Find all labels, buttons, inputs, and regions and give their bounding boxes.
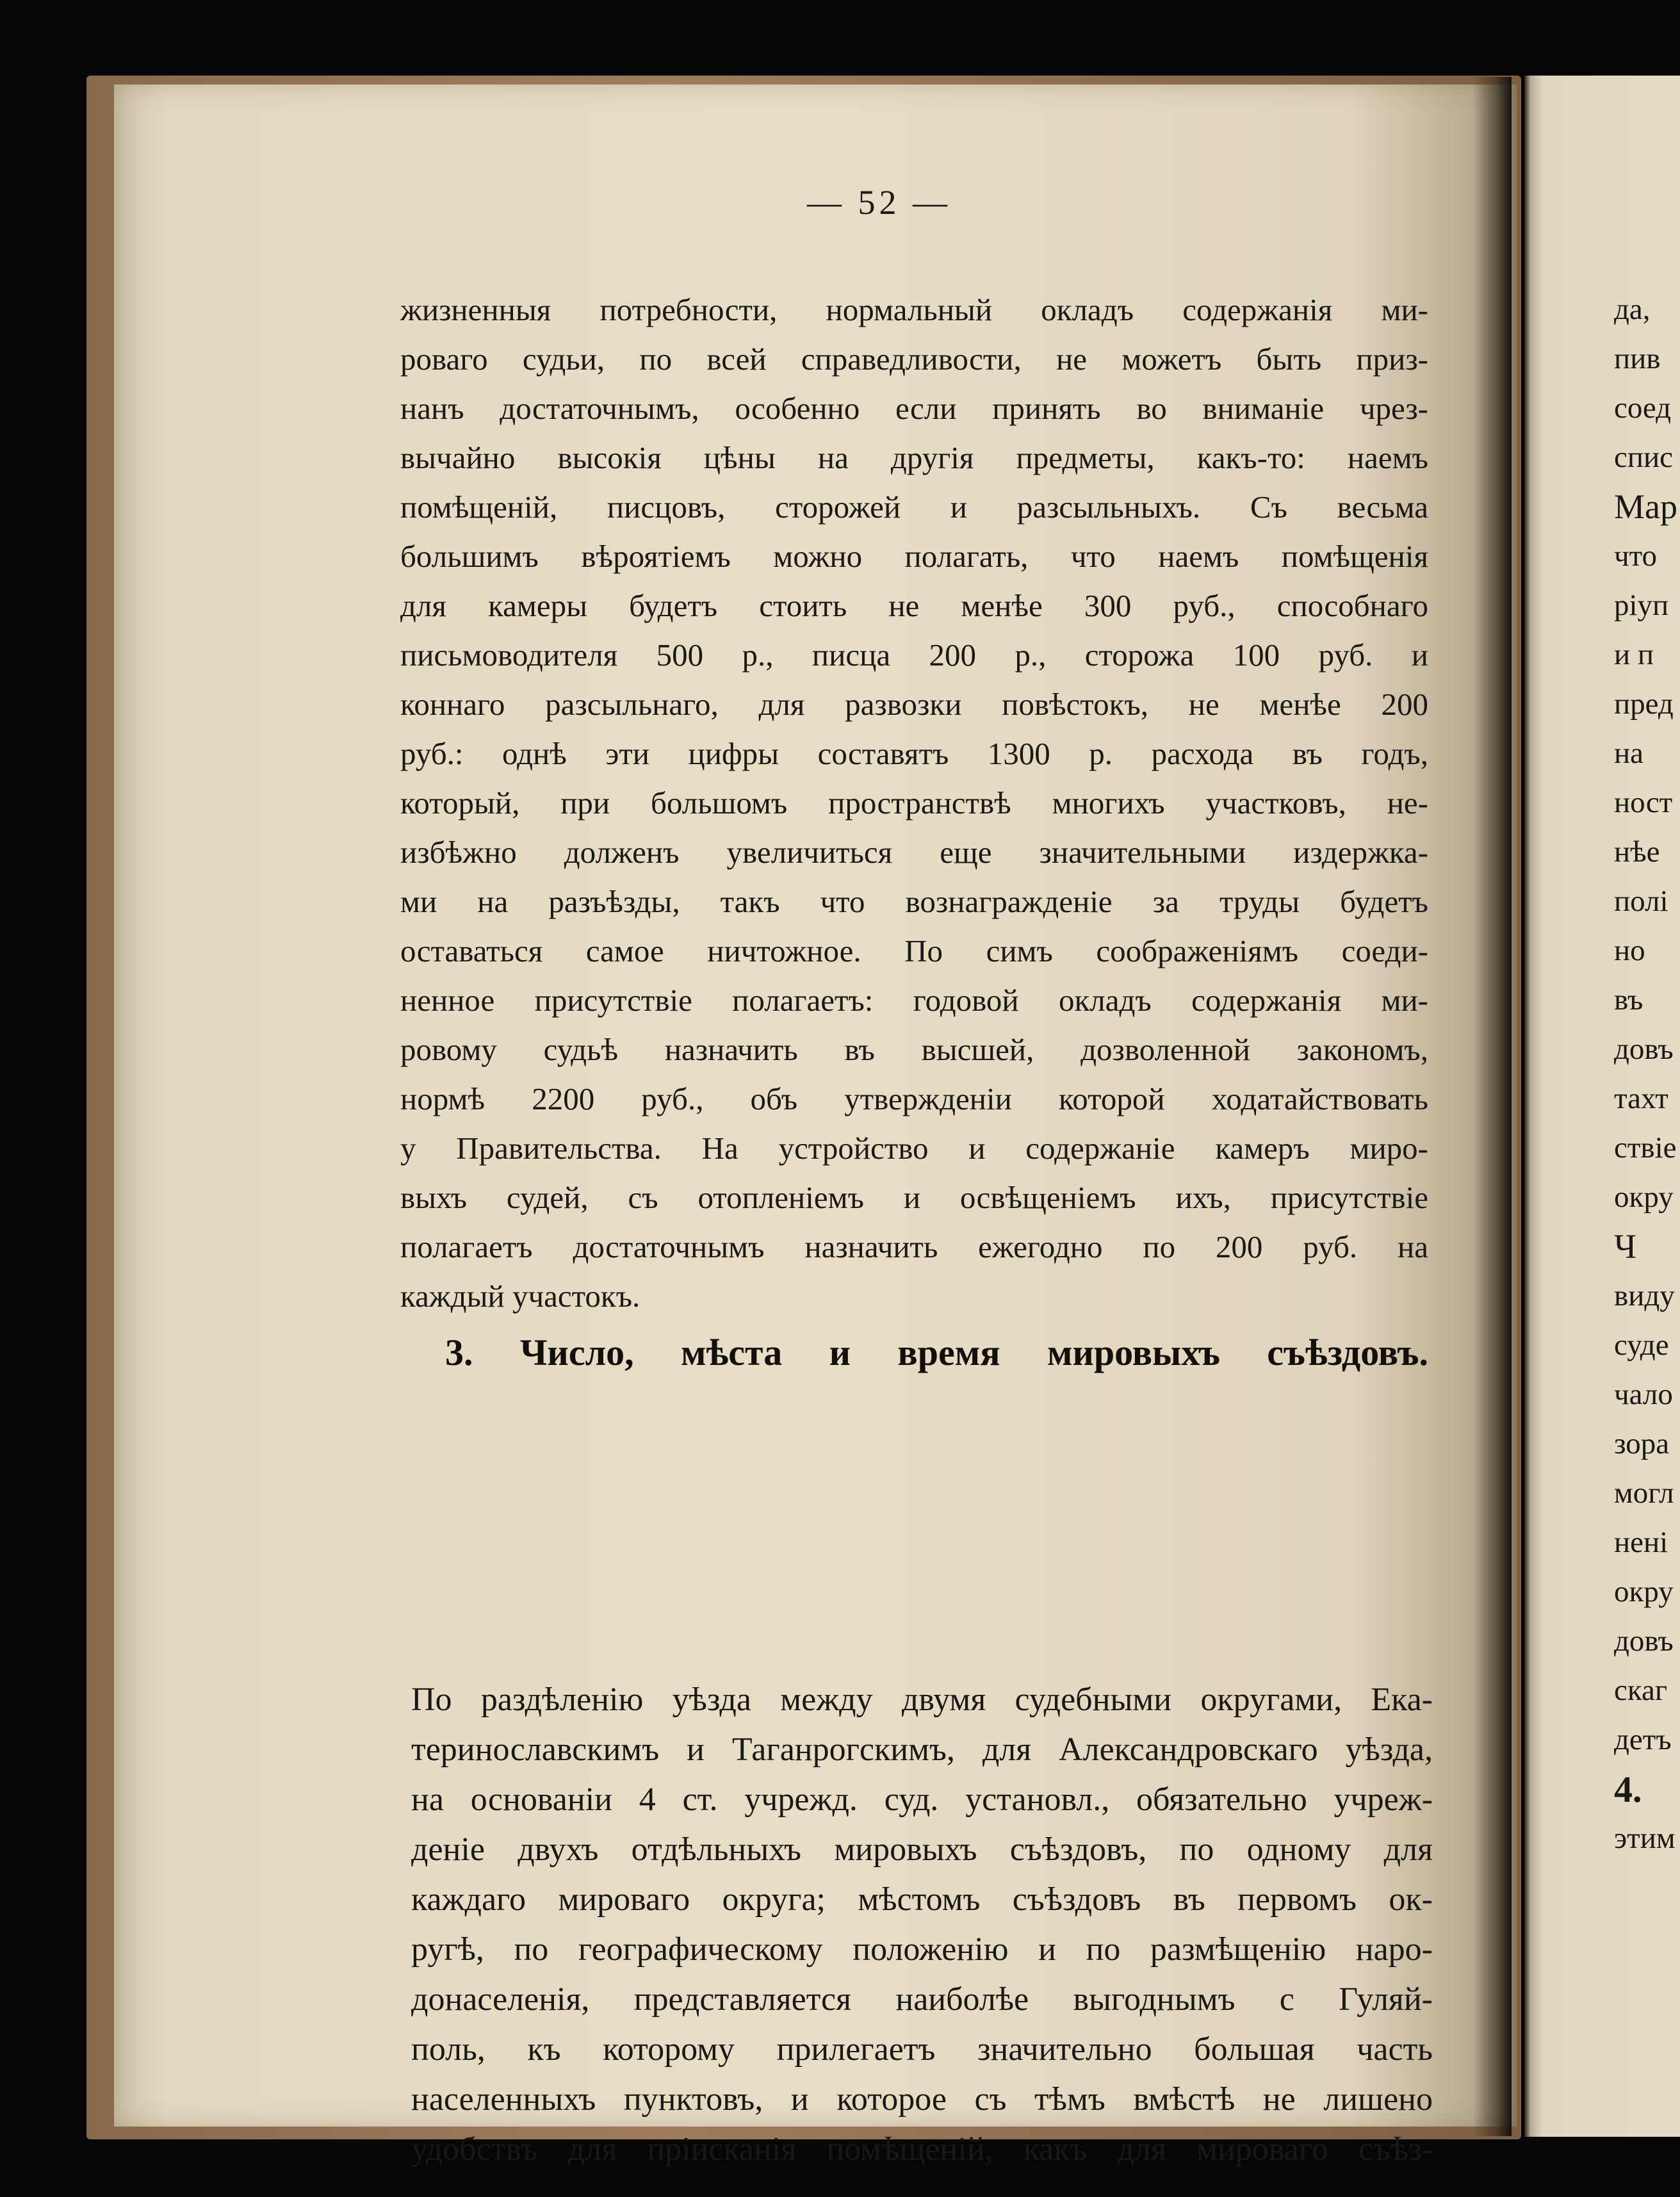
text-line: полагаетъ достаточнымъ назначить ежегодно по 200 руб. на (400, 1229, 1428, 1264)
fragment-line: да, (1614, 293, 1651, 326)
fragment-line: детъ (1614, 1723, 1672, 1756)
section-heading: 3. Число, мѣста и время мировыхъ съѣздовъ. (445, 1332, 1428, 1373)
fragment-line: ствіе (1614, 1131, 1677, 1164)
fragment-line: довъ (1614, 1033, 1674, 1066)
fragment-line: этим (1614, 1822, 1676, 1855)
fragment-line: ност (1614, 786, 1673, 819)
fragment-line: окру (1614, 1575, 1674, 1608)
right-page-text-fragments (1614, 285, 1680, 1863)
fragment-line: что (1614, 539, 1658, 573)
fragment-line: пив (1614, 342, 1661, 375)
text-line: деніе двухъ отдѣльныхъ мировыхъ съѣздовъ, по одному для (411, 1831, 1433, 1868)
text-line: выхъ судей, съ отопленіемъ и освѣщеніемъ ихъ, присутствіе (400, 1180, 1428, 1215)
text-line: каждаго мироваго округа; мѣстомъ съѣздовъ въ первомъ ок- (411, 1881, 1433, 1918)
text-line: который, при большомъ пространствѣ многихъ участковъ, не- (400, 785, 1428, 821)
fragment-line: суде (1614, 1328, 1669, 1362)
text-line: роваго судьи, по всей справедливости, не можетъ быть приз- (400, 341, 1428, 377)
book-gutter (1473, 77, 1512, 2136)
text-line: коннаго разсыльнаго, для развозки повѣстокъ, не менѣе 200 (400, 687, 1428, 722)
fragment-line: чало (1614, 1378, 1673, 1411)
fragment-line: на (1614, 737, 1644, 770)
text-line: жизненныя потребности, нормальный окладъ содержанія ми- (400, 292, 1428, 327)
fragment-line: ріуп (1614, 589, 1669, 622)
fragment-line: Мар (1614, 487, 1677, 526)
fragment-line: пред (1614, 687, 1674, 721)
fragment-line: 4. (1614, 1768, 1642, 1810)
text-line: ровому судьѣ назначить въ высшей, дозволенной закономъ, (400, 1032, 1428, 1067)
text-line: письмоводителя 500 р., писца 200 р., сторожа 100 руб. и (400, 637, 1428, 673)
fragment-line: окру (1614, 1180, 1674, 1214)
fragment-line: нені (1614, 1526, 1668, 1559)
text-line: вычайно высокія цѣны на другія предметы, какъ-то: наемъ (400, 440, 1428, 475)
fragment-line: виду (1614, 1279, 1675, 1312)
text-line: ненное присутствіе полагаетъ: годовой окладъ содержанія ми- (400, 983, 1428, 1018)
text-line: для камеры будетъ стоить не менѣе 300 руб., способнаго (400, 588, 1428, 623)
page-number: — 52 — (807, 183, 951, 222)
text-line: донаселенія, представляется наиболѣе выгоднымъ с Гуляй- (411, 1981, 1433, 2018)
fragment-line: и п (1614, 638, 1654, 671)
text-line: нанъ достаточнымъ, особенно если принять во вниманіе чрез- (400, 391, 1428, 426)
text-line: теринославскимъ и Таганрогскимъ, для Александровскаго уѣзда, (411, 1731, 1433, 1768)
text-line: населенныхъ пунктовъ, и которое съ тѣмъ вмѣстѣ не лишено (411, 2081, 1433, 2118)
fragment-line: въ (1614, 983, 1643, 1017)
text-line: ми на разъѣзды, такъ что вознагражденіе за труды будетъ (400, 884, 1428, 919)
left-page-text (400, 285, 1428, 1382)
fragment-line: довъ (1614, 1624, 1674, 1658)
fragment-line: скаг (1614, 1674, 1668, 1707)
text-line: оставаться самое ничтожное. По симъ соображеніямъ соеди- (400, 933, 1428, 968)
fragment-line: зора (1614, 1427, 1670, 1460)
left-page-text-section-3 (411, 1675, 1433, 2175)
text-line: помѣщеній, писцовъ, сторожей и разсыльныхъ. Съ весьма (400, 489, 1428, 525)
fragment-line: полі (1614, 885, 1668, 918)
fragment-line: нѣе (1614, 835, 1660, 869)
text-line: По раздѣленію уѣзда между двумя судебными округами, Ека- (411, 1681, 1433, 1718)
text-line: избѣжно долженъ увеличиться еще значительными издержка- (400, 835, 1428, 870)
fragment-line: могл (1614, 1476, 1674, 1510)
fragment-line: спис (1614, 441, 1674, 474)
fragment-line: но (1614, 934, 1645, 967)
fragment-line: соед (1614, 391, 1672, 425)
fragment-line: тахт (1614, 1082, 1668, 1115)
text-line: ругѣ, по географическому положенію и по размѣщенію наро- (411, 1931, 1433, 1968)
fragment-line: Ч (1614, 1227, 1637, 1266)
text-line: поль, къ которому прилегаетъ значительно большая часть (411, 2031, 1433, 2068)
text-line: каждый участокъ. (400, 1278, 640, 1314)
text-line: удобствъ для пріисканія помѣщеній, какъ для мироваго съѣз- (411, 2131, 1433, 2168)
text-line: нормѣ 2200 руб., объ утвержденіи которой ходатайствовать (400, 1081, 1428, 1116)
text-line: большимъ вѣроятіемъ можно полагать, что наемъ помѣщенія (400, 539, 1428, 574)
text-line: на основаніи 4 ст. учрежд. суд. установл., обязательно учреж- (411, 1781, 1433, 1818)
text-line: у Правительства. На устройство и содержаніе камеръ миро- (400, 1131, 1428, 1166)
text-line: руб.: однѣ эти цифры составятъ 1300 р. расхода въ годъ, (400, 736, 1428, 771)
